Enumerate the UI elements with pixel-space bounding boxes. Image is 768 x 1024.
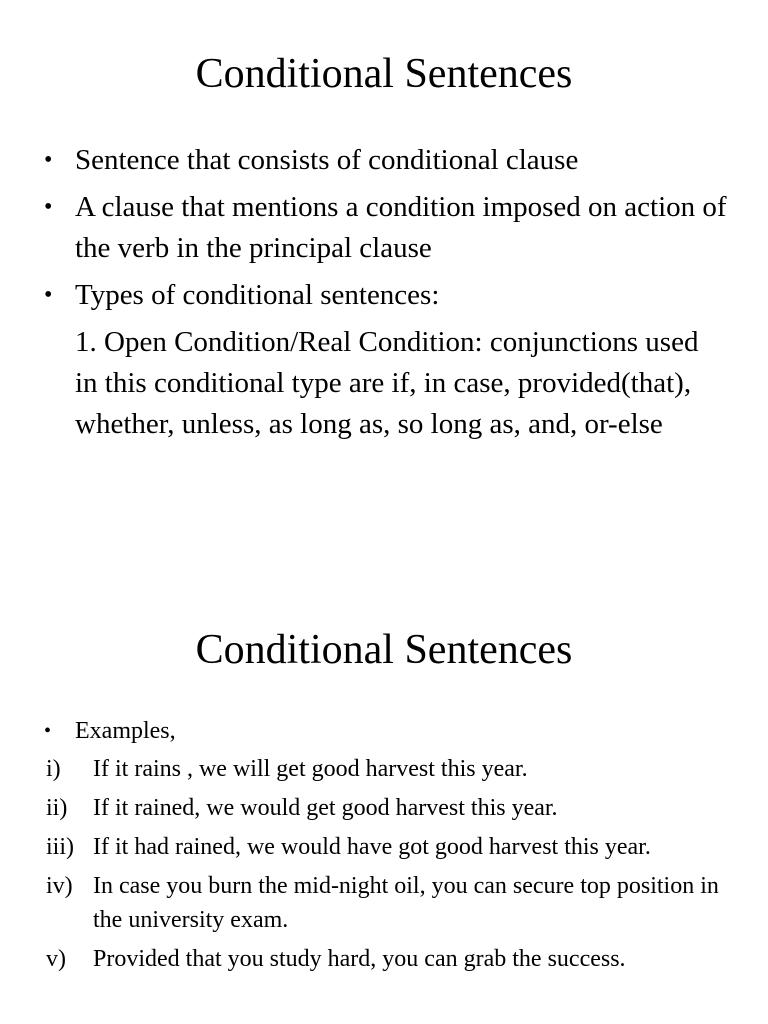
bullet-list	[0, 140, 768, 445]
bullet-item	[0, 187, 768, 269]
example-text: Provided that you study hard, you can grab the success.	[93, 946, 626, 972]
example-number: i)	[46, 756, 61, 782]
bullet-text: Sentence that consists of conditional clause	[75, 144, 579, 176]
bullet-icon: •	[44, 194, 53, 220]
example-text: In case you burn the mid-night oil, you can secure top position in the university exam.	[93, 873, 719, 933]
example-item	[0, 830, 768, 864]
numbered-paragraph: 1. Open Condition/Real Condition: conjunctions used in this conditional type are if, in case, provided(that), whether, unless, as long as, so long as, and, or-else	[75, 326, 699, 440]
example-item	[0, 869, 768, 937]
examples-list	[0, 714, 768, 981]
bullet-text: A clause that mentions a condition imposed on action of the verb in the principal clause	[75, 191, 727, 264]
bullet-icon: •	[44, 282, 53, 308]
bullet-icon: •	[44, 720, 52, 742]
example-number: iv)	[46, 873, 73, 899]
slide-title: Conditional Sentences	[195, 627, 573, 673]
example-number: ii)	[46, 795, 68, 821]
example-item	[0, 791, 768, 825]
bullet-text: Examples,	[75, 718, 176, 744]
slide-title: Conditional Sentences	[195, 51, 573, 97]
example-text: If it rains , we will get good harvest this year.	[93, 756, 528, 782]
slide-2	[0, 580, 768, 1024]
example-number: iii)	[46, 834, 74, 860]
example-item	[0, 752, 768, 786]
bullet-item	[0, 714, 768, 752]
example-text: If it had rained, we would have got good harvest this year.	[93, 834, 651, 860]
example-item	[0, 942, 768, 976]
bullet-icon: •	[44, 147, 53, 173]
example-number: v)	[46, 946, 66, 972]
example-text: If it rained, we would get good harvest this year.	[93, 795, 558, 821]
bullet-item	[0, 275, 768, 316]
bullet-item	[0, 140, 768, 181]
bullet-text: Types of conditional sentences:	[75, 279, 440, 311]
